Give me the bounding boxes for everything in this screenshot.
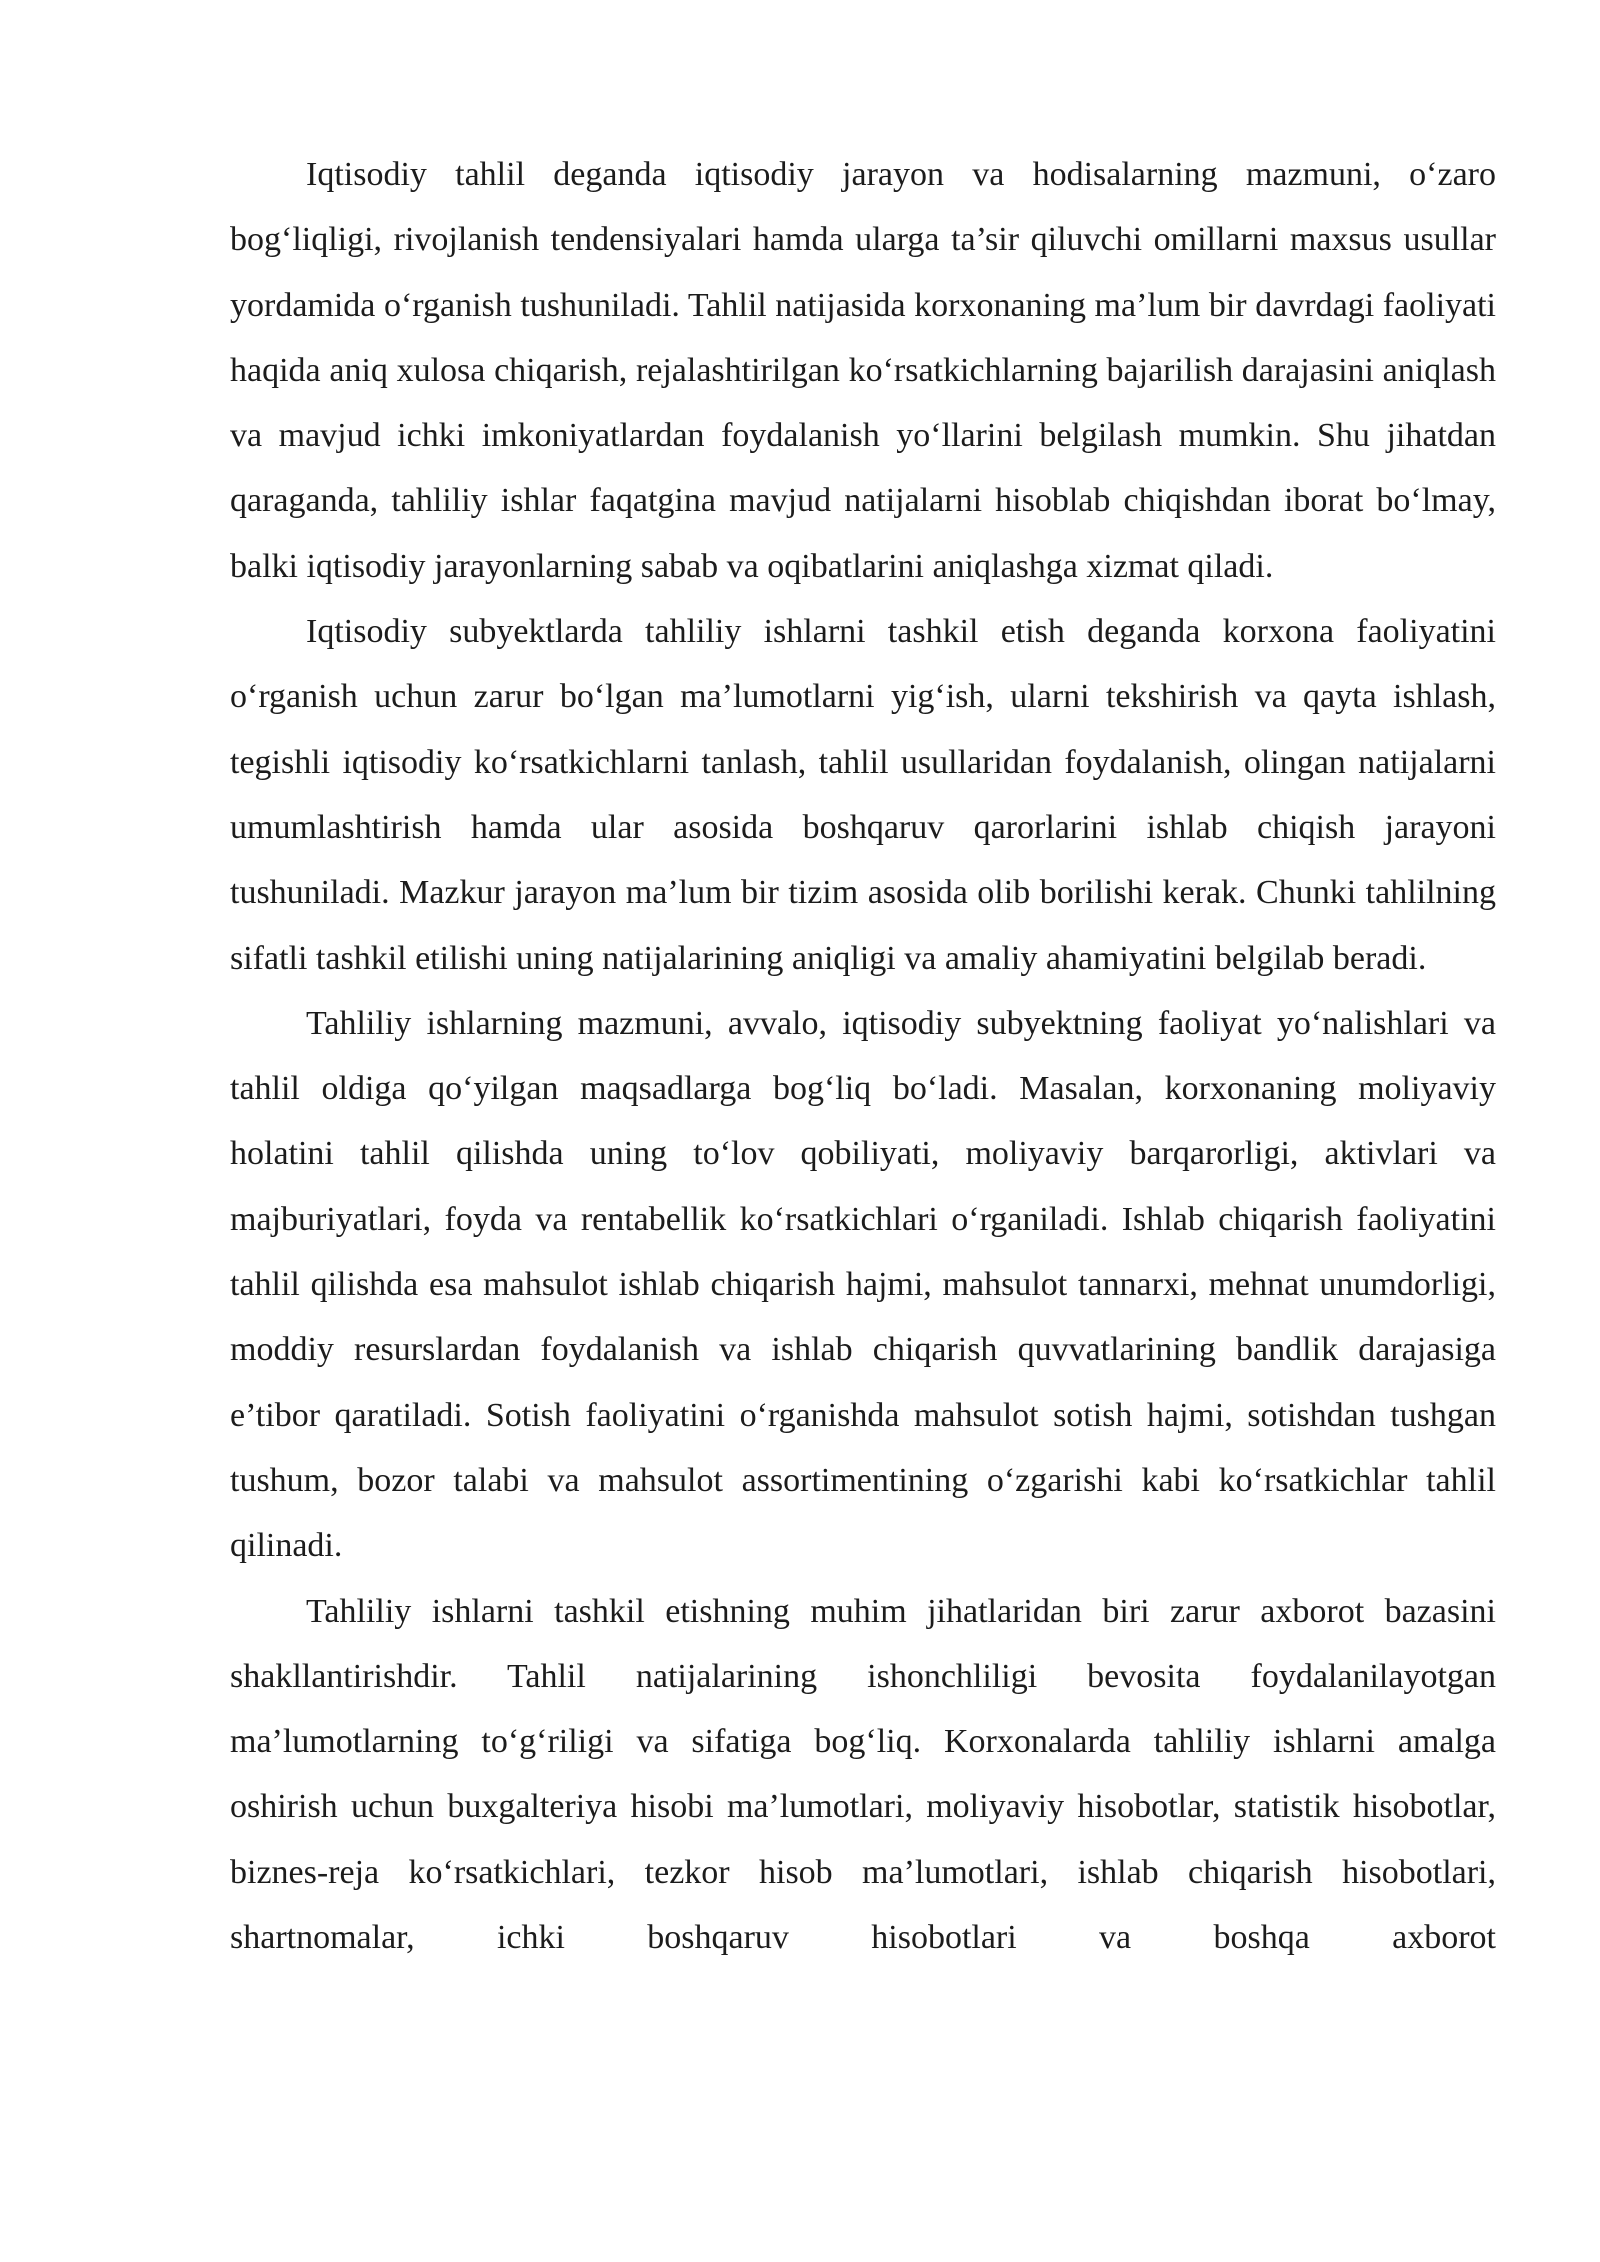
- paragraph-4: Tahliliy ishlarni tashkil etishning muhim jihatlaridan biri zarur axborot bazasini shakllantirishdir. Tahlil natijalarining ishonchliligi bevosita foydalanilayotgan ma’lumotlarning to‘g‘riligi va sifatiga bog‘liq. Korxonalarda tahliliy ishlarni amalga oshirish uchun buxgalteriya hisobi ma’lumotlari, moliyaviy hisobotlar, statistik hisobotlar, biznes-reja ko‘rsatkichlari, tezkor hisob ma’lumotlari, ishlab chiqarish hisobotlari, shartnomalar, ichki boshqaruv hisobotlari va boshqa axborot: [230, 1592, 1496, 1957]
- paragraph-1: Iqtisodiy tahlil deganda iqtisodiy jarayon va hodisalarning mazmuni, o‘zaro bog‘liqligi, rivojlanish tendensiyalari hamda ularga ta’sir qiluvchi omillarni maxsus usullar yordamida o‘rganish tushuniladi. Tahlil natijasida korxonaning ma’lum bir davrdagi faoliyati haqida aniq xulosa chiqarish, rejalashtirilgan ko‘rsatkichlarning bajarilish darajasini aniqlash va mavjud ichki imkoniyatlardan foydalanish yo‘llarini belgilash mumkin. Shu jihatdan qaraganda, tahliliy ishlar faqatgina mavjud natijalarni hisoblab chiqishdan iborat bo‘lmay, balki iqtisodiy jarayonlarning sabab va oqibatlarini aniqlashga xizmat qiladi.: [230, 156, 1496, 585]
- body-text: [230, 142, 1496, 1970]
- paragraph-3: Tahliliy ishlarning mazmuni, avvalo, iqtisodiy subyektning faoliyat yo‘nalishlari va tahlil oldiga qo‘yilgan maqsadlarga bog‘liq bo‘ladi. Masalan, korxonaning moliyaviy holatini tahlil qilishda uning to‘lov qobiliyati, moliyaviy barqarorligi, aktivlari va majburiyatlari, foyda va rentabellik ko‘rsatkichlari o‘rganiladi. Ishlab chiqarish faoliyatini tahlil qilishda esa mahsulot ishlab chiqarish hajmi, mahsulot tannarxi, mehnat unumdorligi, moddiy resurslardan foydalanish va ishlab chiqarish quvvatlarining bandlik darajasiga e’tibor qaratiladi. Sotish faoliyatini o‘rganishda mahsulot sotish hajmi, sotishdan tushgan tushum, bozor talabi va mahsulot assortimentining o‘zgarishi kabi ko‘rsatkichlar tahlil qilinadi.: [230, 1004, 1496, 1565]
- paragraph-2: Iqtisodiy subyektlarda tahliliy ishlarni tashkil etish deganda korxona faoliyatini o‘rganish uchun zarur bo‘lgan ma’lumotlarni yig‘ish, ularni tekshirish va qayta ishlash, tegishli iqtisodiy ko‘rsatkichlarni tanlash, tahlil usullaridan foydalanish, olingan natijalarni umumlashtirish hamda ular asosida boshqaruv qarorlarini ishlab chiqish jarayoni tushuniladi. Mazkur jarayon ma’lum bir tizim asosida olib borilishi kerak. Chunki tahlilning sifatli tashkil etilishi uning natijalarining aniqligi va amaliy ahamiyatini belgilab beradi.: [230, 613, 1496, 977]
